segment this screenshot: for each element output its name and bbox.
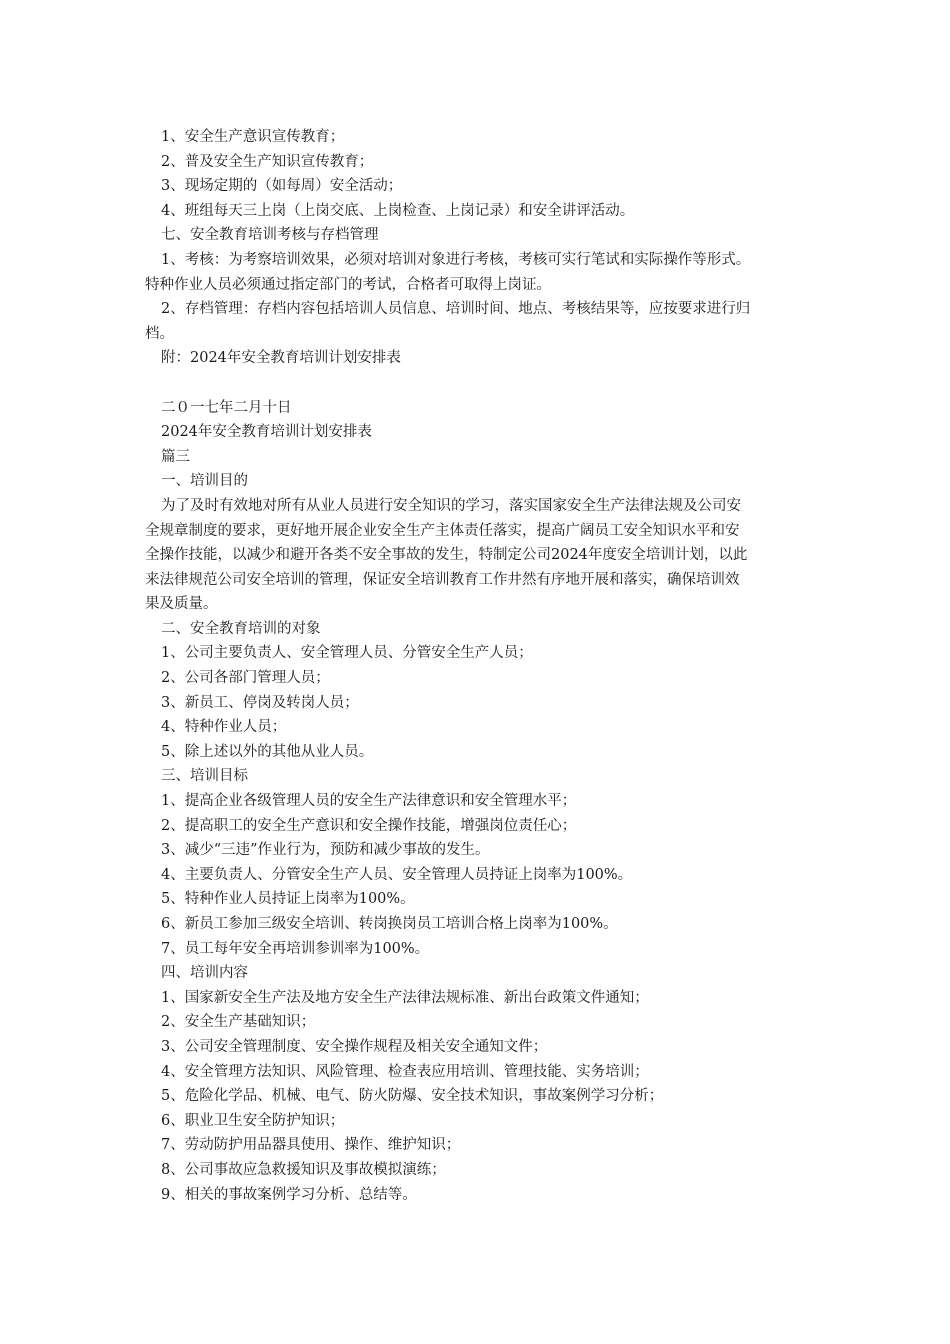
text-line: 8、公司事故应急救援知识及事故模拟演练； xyxy=(161,1161,446,1178)
text-line: 5、特种作业人员持证上岗率为100%。 xyxy=(161,891,415,908)
text-line: 2、公司各部门管理人员； xyxy=(161,670,330,687)
text-line: 4、主要负责人、分管安全生产人员、安全管理人员持证上岗率为100%。 xyxy=(161,866,633,883)
text-line: 7、员工每年安全再培训参训率为100%。 xyxy=(161,940,430,957)
text-line: 三、培训目标 xyxy=(161,768,248,785)
text-line: 5、除上述以外的其他从业人员。 xyxy=(161,743,374,760)
text-line: 6、新员工参加三级安全培训、转岗换岗员工培训合格上岗率为100%。 xyxy=(161,916,618,932)
text-line: 3、公司安全管理制度、安全操作规程及相关安全通知文件； xyxy=(161,1038,548,1055)
text-line: 2024年安全教育培训计划安排表 xyxy=(161,424,372,441)
blank-line xyxy=(145,371,810,396)
text-line: 5、危险化学品、机械、电气、防火防爆、安全技术知识，事故案例学习分析； xyxy=(161,1088,664,1105)
document-page xyxy=(145,125,810,1207)
text-line: 1、提高企业各级管理人员的安全生产法律意识和安全管理水平； xyxy=(161,793,577,810)
text-line: 1、国家新安全生产法及地方安全生产法律法规标准、新出台政策文件通知； xyxy=(161,989,649,1006)
text-line: 2、安全生产基础知识； xyxy=(161,1014,316,1031)
text-line: 全操作技能，以减少和避开各类不安全事故的发生，特制定公司2024年度安全培训计划，以此 xyxy=(145,547,748,564)
text-line: 档。 xyxy=(145,325,174,342)
text-line: 附：2024年安全教育培训计划安排表 xyxy=(161,350,401,367)
text-line: 篇三 xyxy=(161,448,190,465)
text-line: 果及质量。 xyxy=(145,596,218,613)
text-line: 4、特种作业人员； xyxy=(161,719,287,736)
text-line: 一、培训目的 xyxy=(161,473,248,490)
text-line: 3、现场定期的（如每周）安全活动； xyxy=(161,178,403,195)
text-line: 二、安全教育培训的对象 xyxy=(161,620,321,637)
text-line: 1、安全生产意识宣传教育； xyxy=(161,129,345,145)
text-line: 6、职业卫生安全防护知识； xyxy=(161,1112,345,1129)
text-line: 2、普及安全生产知识宣传教育； xyxy=(161,153,374,170)
text-line: 7、劳动防护用品器具使用、操作、维护知识； xyxy=(161,1137,461,1154)
text-line: 4、安全管理方法知识、风险管理、检查表应用培训、管理技能、实务培训； xyxy=(161,1063,649,1080)
text-line: 来法律规范公司安全培训的管理，保证安全培训教育工作井然有序地开展和落实，确保培训效 xyxy=(145,571,740,588)
text-line: 3、减少“三违”作业行为，预防和减少事故的发生。 xyxy=(161,842,490,859)
text-line: 2、提高职工的安全生产意识和安全操作技能，增强岗位责任心； xyxy=(161,817,577,834)
text-line: 2、存档管理：存档内容包括培训人员信息、培训时间、地点、考核结果等，应按要求进行归 xyxy=(161,301,751,318)
text-line: 为了及时有效地对所有从业人员进行安全知识的学习，落实国家安全生产法律法规及公司安 xyxy=(161,497,741,514)
text-line: 四、培训内容 xyxy=(161,965,248,982)
text-line: 特种作业人员必须通过指定部门的考试，合格者可取得上岗证。 xyxy=(145,276,551,293)
text-line: 1、公司主要负责人、安全管理人员、分管安全生产人员； xyxy=(161,645,533,662)
text-line: 七、安全教育培训考核与存档管理 xyxy=(161,227,379,244)
text-line: 1、考核：为考察培训效果，必须对培训对象进行考核，考核可实行笔试和实际操作等形式。 xyxy=(161,251,751,268)
text-line: 全规章制度的要求，更好地开展企业安全生产主体责任落实，提高广阔员工安全知识水平和安 xyxy=(145,522,740,539)
text-line: 二０一七年二月十日 xyxy=(161,399,292,416)
text-line: 3、新员工、停岗及转岗人员； xyxy=(161,694,359,711)
text-line: 9、相关的事故案例学习分析、总结等。 xyxy=(161,1186,417,1203)
text-line: 4、班组每天三上岗（上岗交底、上岗检查、上岗记录）和安全讲评活动。 xyxy=(161,202,635,219)
